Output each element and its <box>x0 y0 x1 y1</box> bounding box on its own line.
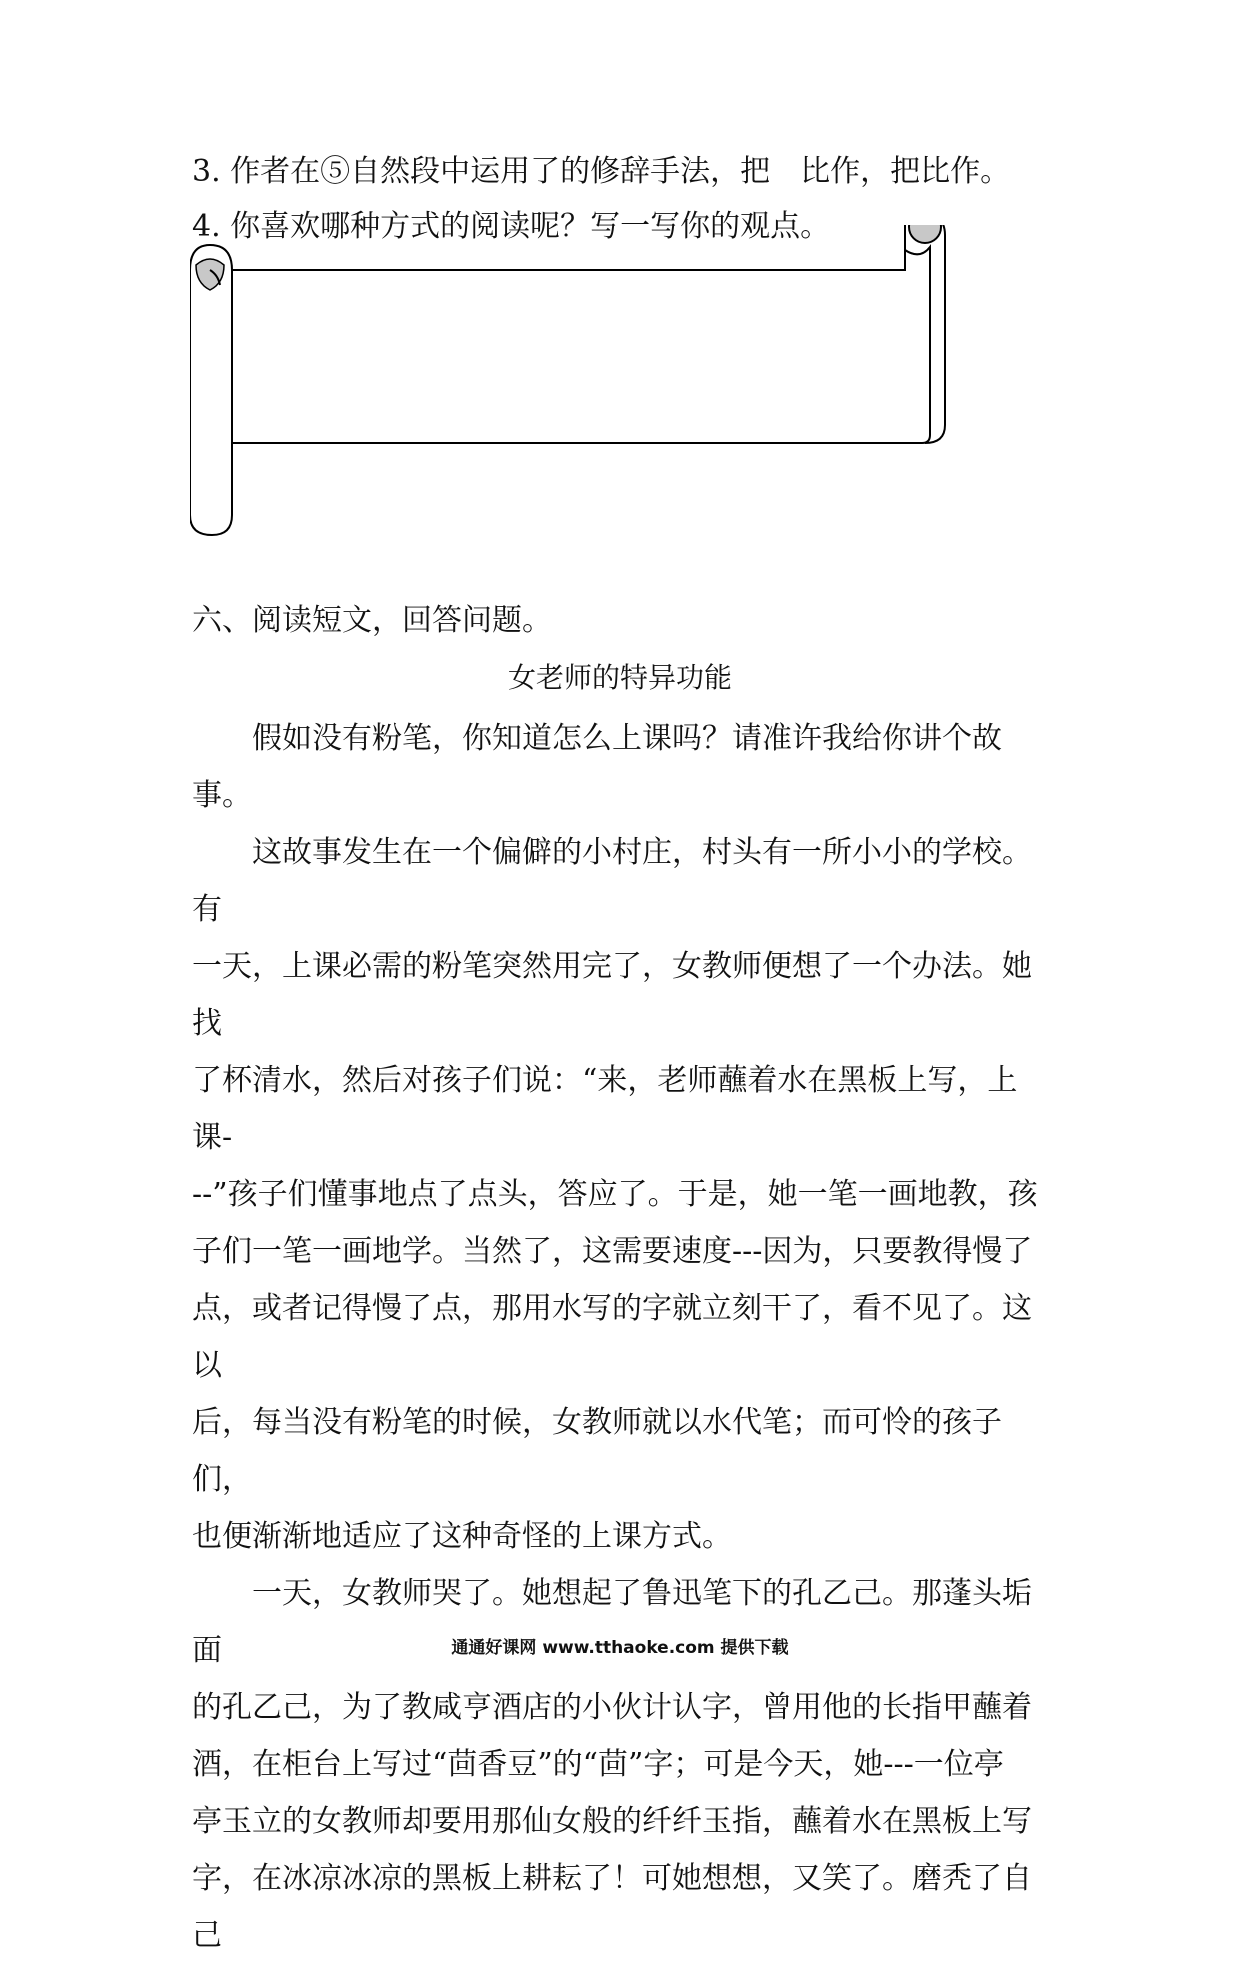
footer-source: 通通好课网 www.tthaoke.com 提供下载 <box>451 1638 789 1658</box>
passage-line: 也便渐渐地适应了这种奇怪的上课方式。 <box>192 1519 732 1554</box>
question-4: 4. 你喜欢哪种方式的阅读呢？写一写你的观点。 <box>192 209 831 244</box>
passage-line: 字，在冰凉冰凉的黑板上耕耘了！可她想想，又笑了。磨秃了自己 <box>192 1861 1032 1953</box>
passage-line: --”孩子们懂事地点了点头，答应了。于是，她一笔一画地教，孩 <box>192 1177 1038 1212</box>
passage-line: 的孔乙己，为了教咸亨酒店的小伙计认字，曾用他的长指甲蘸着 <box>192 1690 1032 1725</box>
passage-line: 亭玉立的女教师却要用那仙女般的纤纤玉指，蘸着水在黑板上写 <box>192 1804 1032 1839</box>
passage-line: 假如没有粉笔，你知道怎么上课吗？请准许我给你讲个故事。 <box>192 721 1002 813</box>
passage-line: 一天，上课必需的粉笔突然用完了，女教师便想了一个办法。她找 <box>192 949 1032 1041</box>
passage-body <box>192 710 1054 1964</box>
passage-line: 点，或者记得慢了点，那用水写的字就立刻干了，看不见了。这以 <box>192 1291 1032 1383</box>
section-heading: 六、阅读短文，回答问题。 <box>192 603 552 638</box>
question-3: 3. 作者在⑤自然段中运用了的修辞手法，把 比作，把比作。 <box>192 154 1011 189</box>
passage-line: 后，每当没有粉笔的时候，女教师就以水代笔；而可怜的孩子们， <box>192 1405 1002 1497</box>
passage-line: 酒，在柜台上写过“茴香豆”的“茴”字；可是今天，她---一位亭 <box>192 1747 1004 1782</box>
passage-line: 这故事发生在一个偏僻的小村庄，村头有一所小小的学校。有 <box>192 835 1032 927</box>
passage-line: 一天，女教师哭了。她想起了鲁迅笔下的孔乙己。那蓬头垢面 <box>192 1576 1032 1668</box>
answer-scroll-box[interactable] <box>190 225 1050 545</box>
passage-line: 子们一笔一画地学。当然了，这需要速度---因为，只要教得慢了 <box>192 1234 1033 1269</box>
passage-line: 了杯清水，然后对孩子们说：“来，老师蘸着水在黑板上写，上课- <box>192 1063 1018 1155</box>
passage-title: 女老师的特异功能 <box>507 661 732 694</box>
